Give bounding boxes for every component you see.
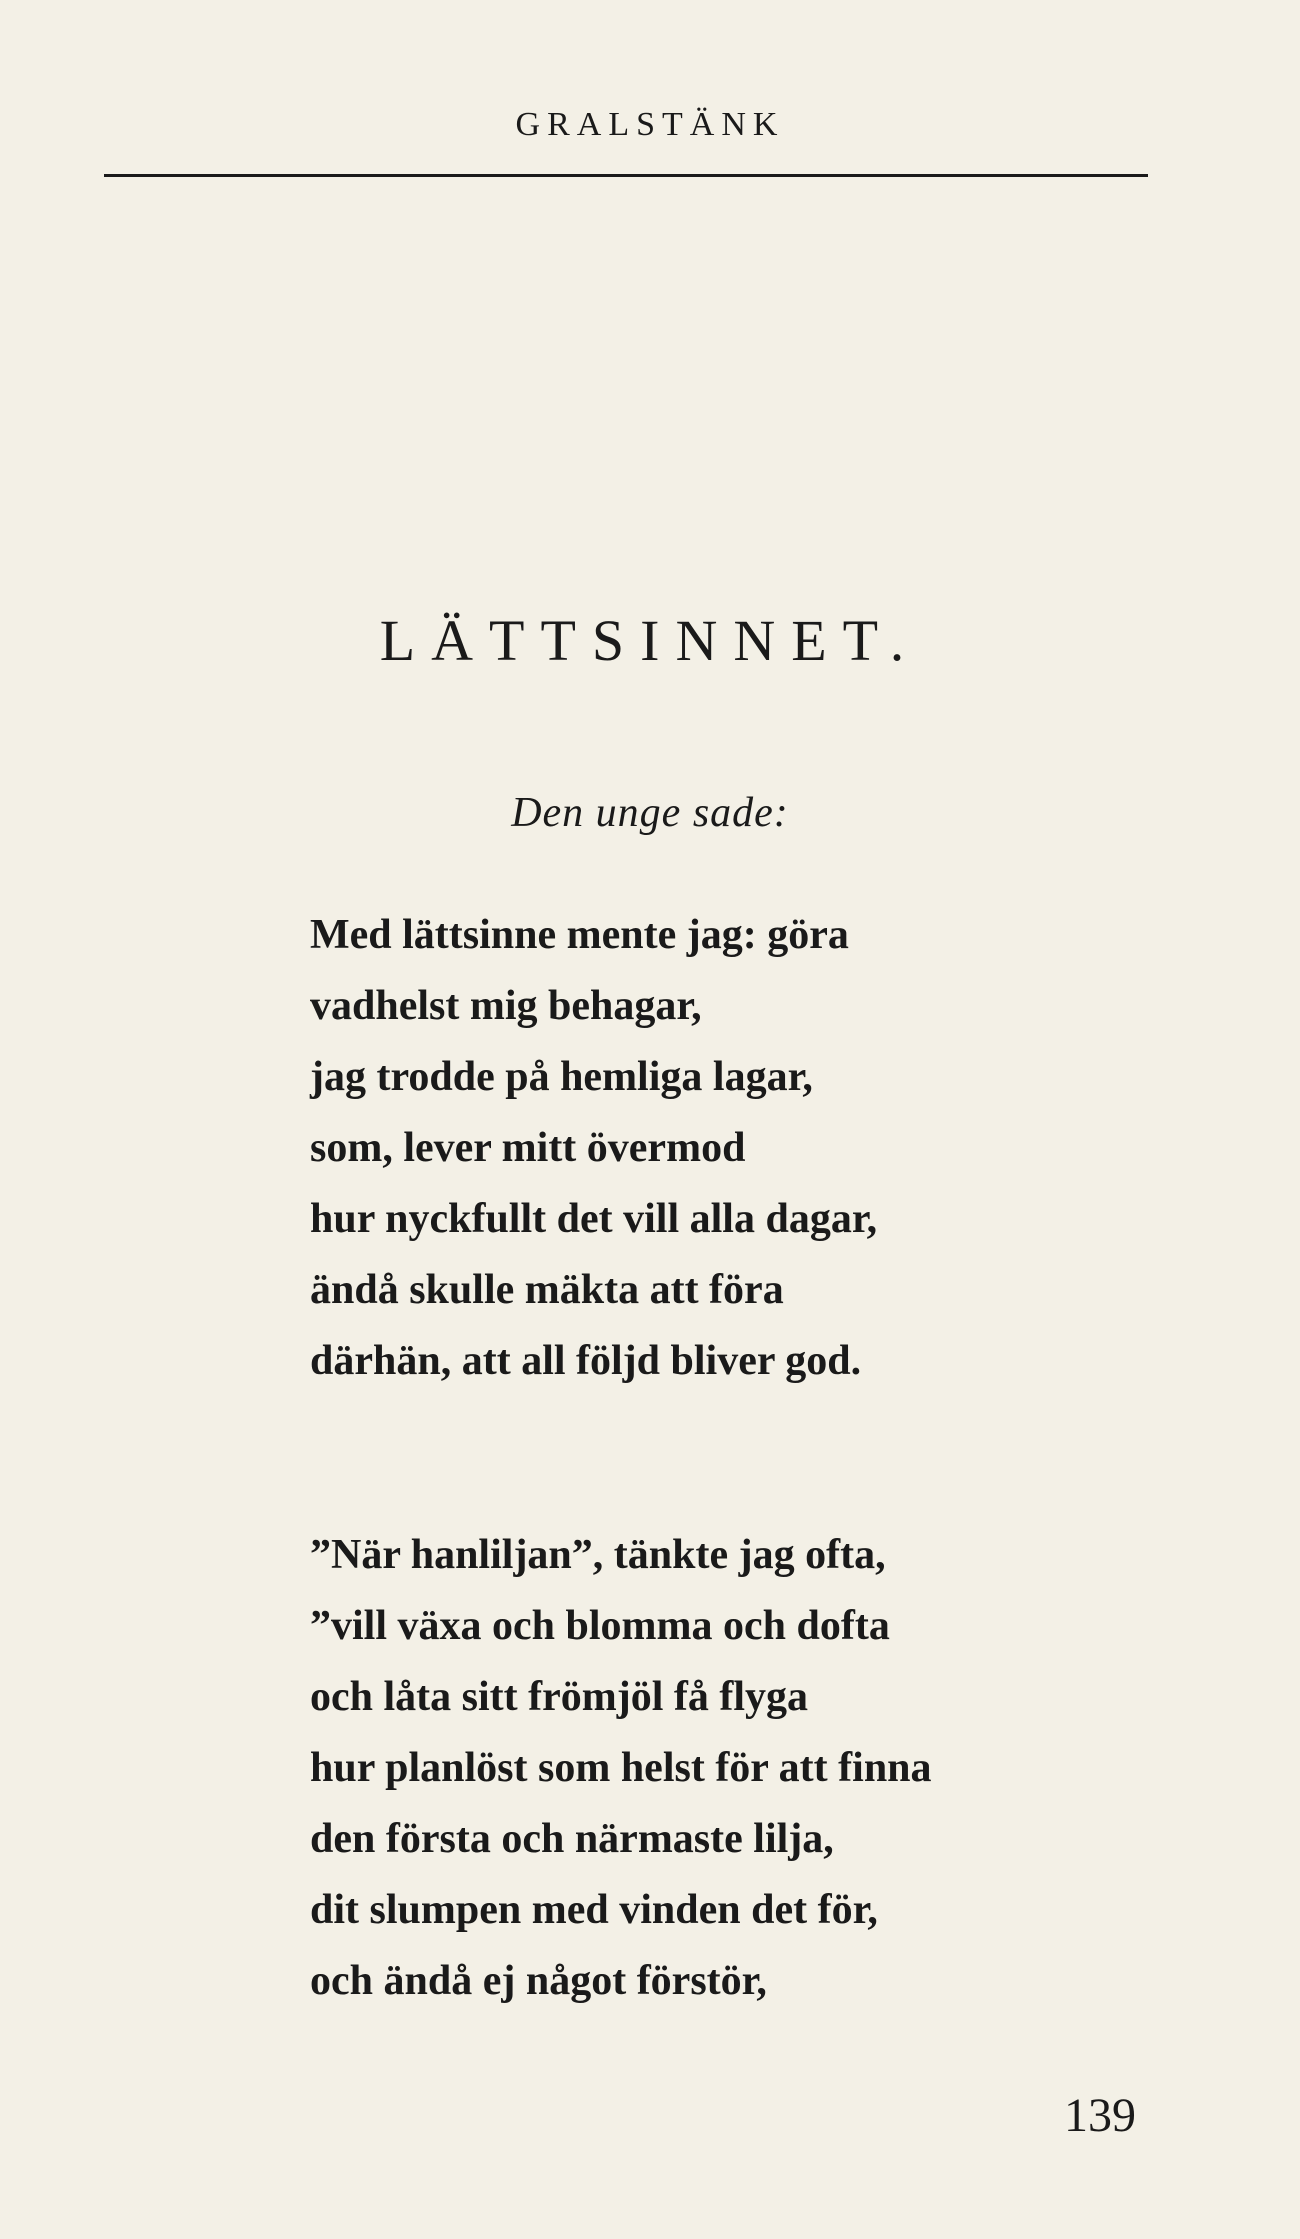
verse-line: därhän, att all följd bliver god.	[310, 1338, 862, 1384]
verse-line: hur nyckfullt det vill alla dagar,	[310, 1196, 878, 1242]
verse-line: ändå skulle mäkta att föra	[310, 1267, 784, 1313]
speaker-line: Den unge sade:	[511, 790, 789, 836]
stanza-1	[310, 900, 877, 1397]
poem-title: LÄTTSINNET.	[379, 608, 921, 673]
verse-line: Med lättsinne mente jag: göra	[310, 912, 849, 958]
running-head: GRALSTÄNK	[515, 106, 785, 143]
verse-line: och låta sitt frömjöl få flyga	[310, 1674, 809, 1720]
verse-line: vadhelst mig behagar,	[310, 983, 702, 1029]
verse-line: som, lever mitt övermod	[310, 1125, 746, 1171]
page-number: 139	[1064, 2089, 1136, 2142]
verse-line: den första och närmaste lilja,	[310, 1816, 834, 1862]
verse-line: och ändå ej något förstör,	[310, 1958, 767, 2004]
verse-line: ”vill växa och blomma och dofta	[310, 1603, 890, 1649]
verse-line: dit slumpen med vinden det för,	[310, 1887, 878, 1933]
verse-line: hur planlöst som helst för att finna	[310, 1745, 932, 1791]
header-rule	[104, 174, 1148, 177]
verse-line: ”När hanliljan”, tänkte jag ofta,	[310, 1532, 886, 1578]
verse-line: jag trodde på hemliga lagar,	[310, 1054, 813, 1100]
stanza-2	[310, 1520, 932, 2017]
